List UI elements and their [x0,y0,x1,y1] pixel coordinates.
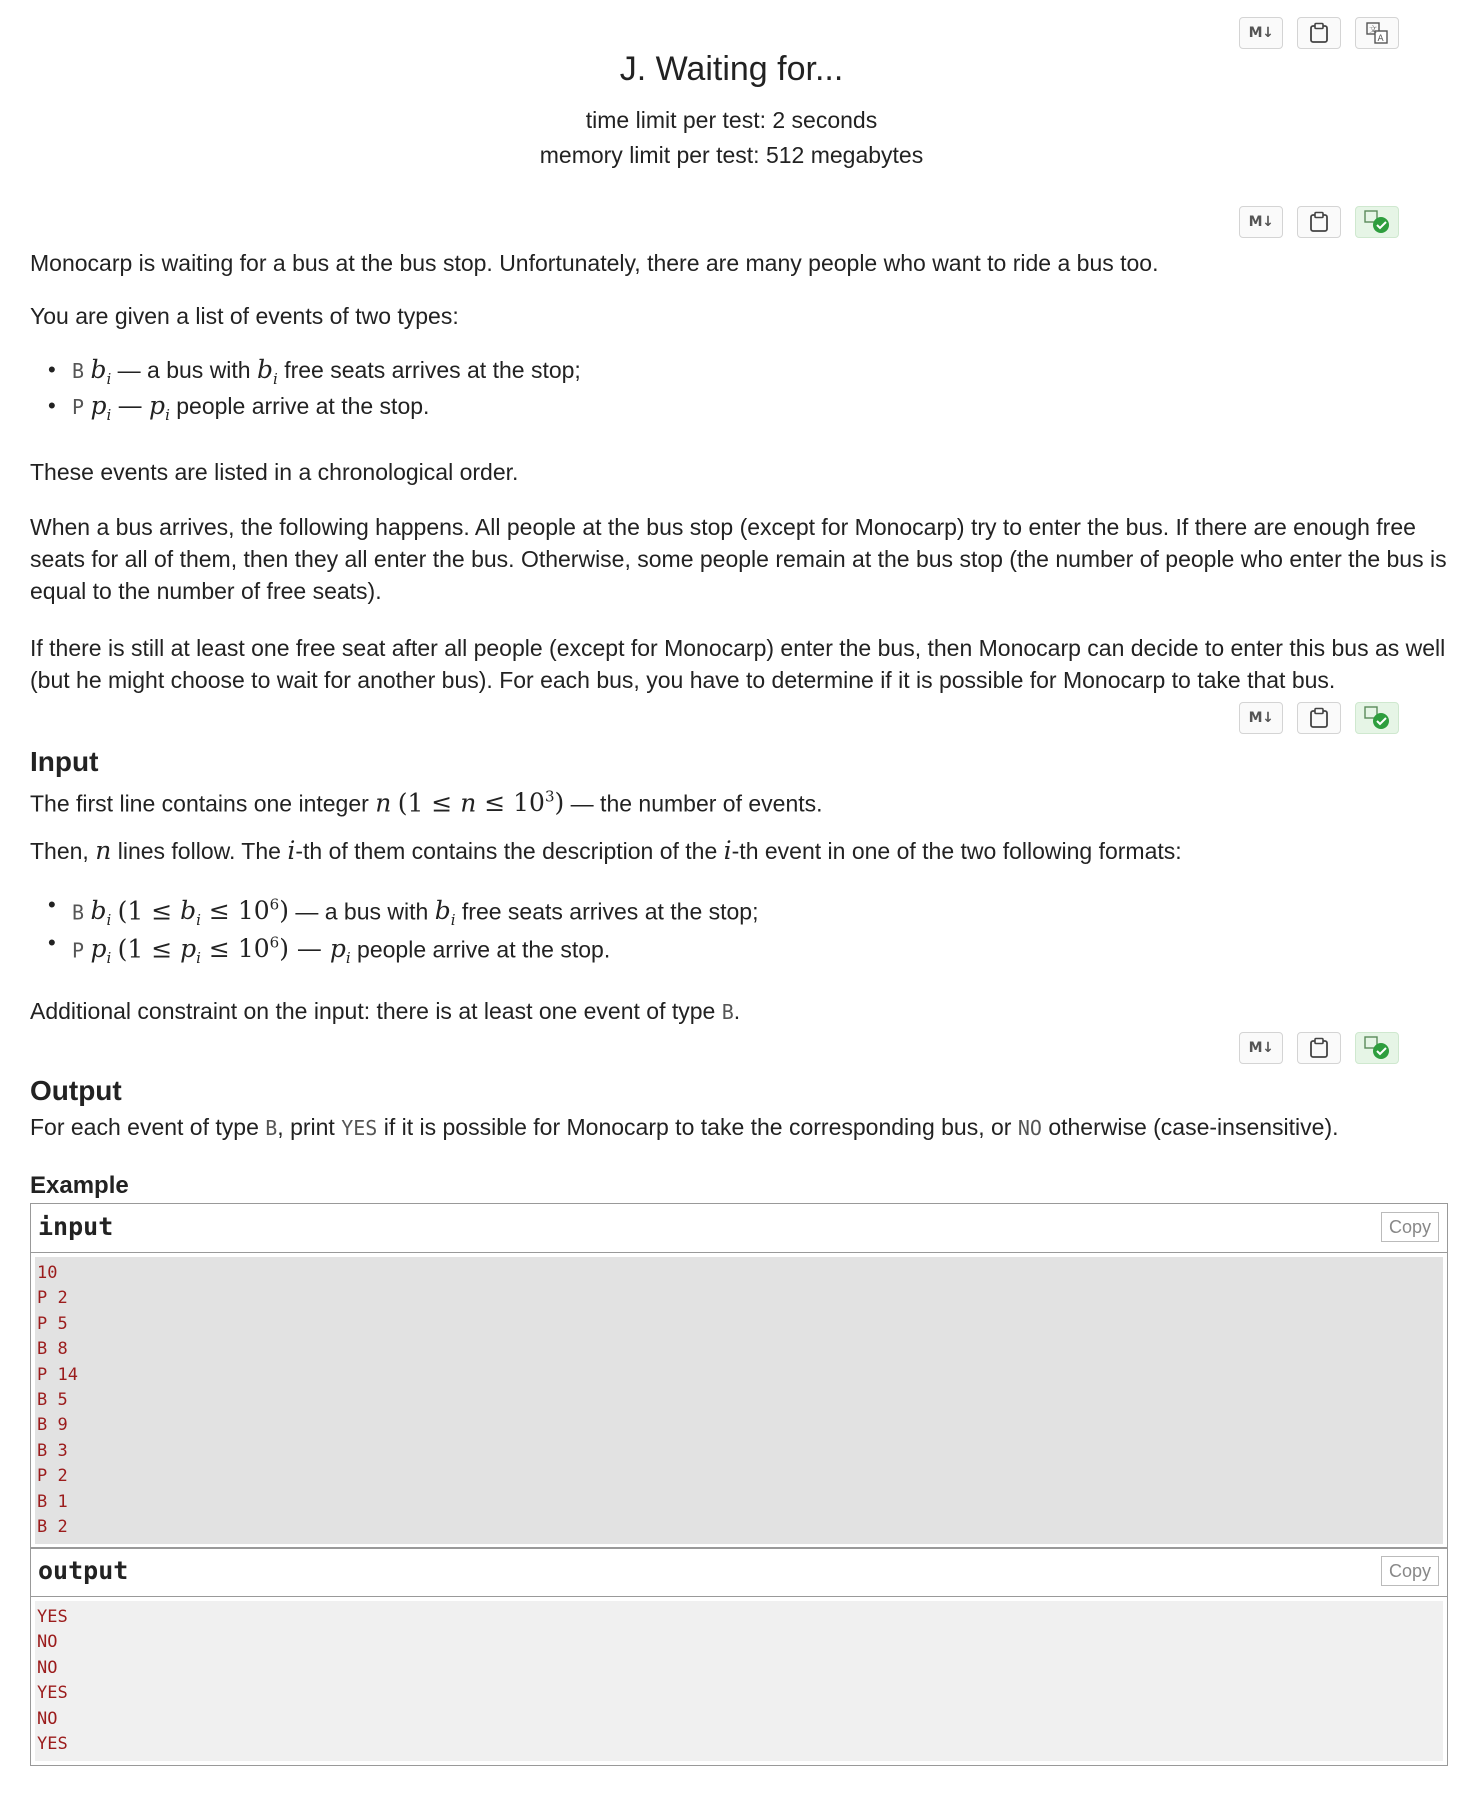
statement-p4: When a bus arrives, the following happens. All people at the bus stop (except for Monocarp) try to enter the bus. If there are enough free seats for all of them, then they all enter the bus. Otherwise, some people remain at the bus stop (the number of people who enter the bus is equal to the number of free seats). [30,514,1447,604]
sample-input-header [31,1204,1447,1253]
input-line: B 3 [37,1440,68,1461]
time-limit: time limit per test: 2 seconds [585,107,878,133]
input-line: P 14 [37,1364,78,1385]
input-line: B 1 [37,1491,68,1512]
output-description: For each event of type B, print YES if it is possible for Monocarp to take the corresponding bus, or NO otherwise (case-insensitive). [30,1114,1339,1140]
input-line-1: The first line contains one integer n $(1 \le n \le 10^3)$ — the number of events. [30,788,823,818]
sample-output-box [30,1547,1448,1766]
list-item: • B $b_i$ — a bus with $b_i$ free seats arrives at the stop; [52,354,581,395]
copy-clipboard-button[interactable] [1297,702,1341,734]
markdown-button[interactable] [1239,702,1283,734]
output-toolbar [1239,1032,1399,1064]
markdown-button[interactable] [1239,206,1283,238]
problem-title: J. Waiting for... [619,50,844,88]
input-line: B 5 [37,1390,68,1411]
output-line: YES [37,1607,68,1627]
sample-input-label: input [38,1212,114,1241]
input-line: P 5 [37,1313,68,1334]
statement-p5: If there is still at least one free seat after all people (except for Monocarp) enter the bus, then Monocarp can decide to enter this bus as well (but he might choose to wait for another bus). For each bus, you have to determine if it is possible for Monocarp to take that bus. [30,635,1446,693]
header-toolbar [1239,17,1399,49]
clipboard-icon [1309,22,1329,44]
list-item: • P $p_i$ — $p_i$ people arrive at the stop. [52,390,429,431]
sample-input-content[interactable] [35,1257,1443,1544]
markdown-button[interactable] [1239,17,1283,49]
output-line: NO [37,1708,58,1729]
input-line-2: Then, n lines follow. The i-th of them contains the description of the i-th event in one of the two following formats: [30,836,1182,865]
input-title: Input [30,746,99,777]
problem-header [0,50,1463,173]
translate-check-icon [1363,1035,1391,1061]
statement-toolbar [1239,206,1399,238]
input-line: 10 [37,1263,58,1283]
clipboard-icon [1309,211,1329,233]
output-line: NO [37,1632,58,1653]
input-line: P 2 [37,1288,68,1309]
markdown-icon: M↓ [1248,214,1274,230]
input-line: B 2 [37,1517,68,1538]
copy-clipboard-button[interactable] [1297,206,1341,238]
sample-output-header [31,1548,1447,1597]
input-line: B 8 [37,1339,68,1360]
translate-done-button[interactable] [1355,1032,1399,1064]
copy-output-button[interactable]: Copy [1381,1556,1439,1586]
translate-check-icon [1363,705,1391,731]
input-line: P 2 [37,1466,68,1487]
copy-input-button[interactable]: Copy [1381,1212,1439,1242]
output-line: NO [37,1657,58,1678]
input-line: B 9 [37,1415,68,1436]
sample-input-box [30,1203,1448,1549]
clipboard-icon [1309,707,1329,729]
translate-icon [1365,21,1389,45]
markdown-icon: M↓ [1248,25,1274,41]
statement-p3: These events are listed in a chronological order. [30,459,519,485]
memory-limit: memory limit per test: 512 megabytes [539,142,924,168]
translate-button[interactable] [1355,17,1399,49]
clipboard-icon [1309,1037,1329,1059]
translate-done-button[interactable] [1355,702,1399,734]
input-toolbar [1239,702,1399,734]
output-line: YES [37,1683,68,1704]
sample-output-label: output [38,1556,129,1585]
statement-p2: You are given a list of events of two types: [30,303,459,329]
translate-check-icon [1363,209,1391,235]
output-line: YES [37,1734,68,1755]
example-title: Example [30,1172,129,1199]
svg-text:文: 文 [1369,25,1377,34]
sample-output-content[interactable] [35,1601,1443,1761]
statement-p1: Monocarp is waiting for a bus at the bus stop. Unfortunately, there are many people who want to ride a bus too. [30,250,1159,276]
input-constraint: Additional constraint on the input: there is at least one event of type B. [30,998,741,1024]
output-title: Output [30,1075,122,1106]
translate-done-button[interactable] [1355,206,1399,238]
markdown-button[interactable] [1239,1032,1283,1064]
svg-text:A: A [1377,34,1384,44]
copy-clipboard-button[interactable] [1297,1032,1341,1064]
copy-clipboard-button[interactable] [1297,17,1341,49]
markdown-icon: M↓ [1248,1040,1274,1056]
list-item: • B $b_i$ $(1 \le b_i \le 10^6)$ — a bus with $b_i$ free seats arrives at the stop; [52,889,759,936]
markdown-icon: M↓ [1248,710,1274,726]
list-item: • P $p_i$ $(1 \le p_i \le 10^6)$ — $p_i$ people arrive at the stop. [52,927,610,974]
